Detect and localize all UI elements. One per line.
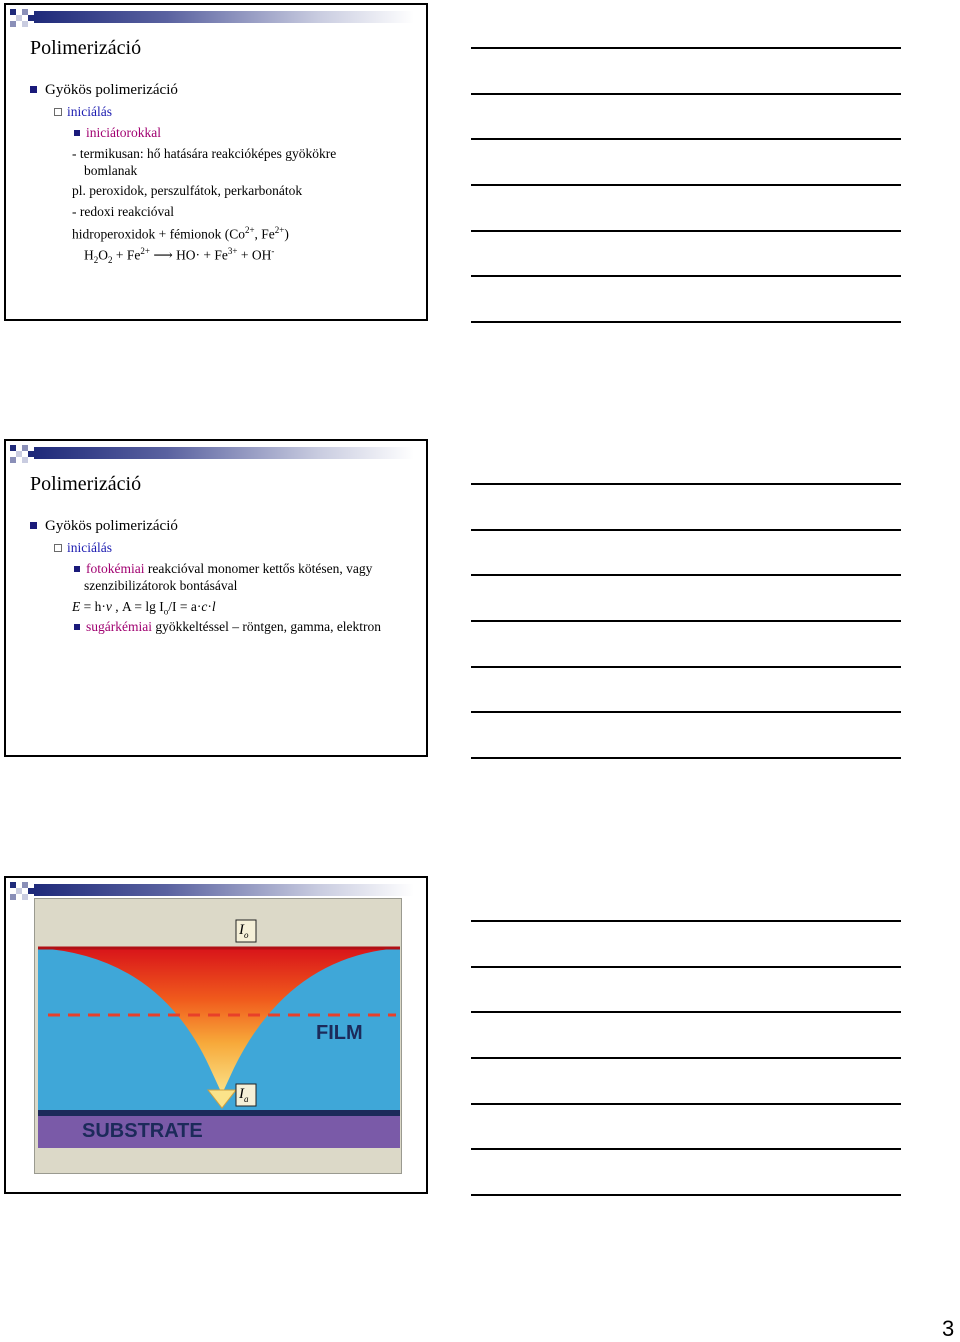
bullet-level-1: Gyökös polimerizáció <box>30 517 178 536</box>
io-label: $I_o$ <box>239 922 249 940</box>
film-label: FILM <box>316 1022 363 1044</box>
text-line: - termikusan: hő hatására reakcióképes gyökökre <box>72 146 337 161</box>
small-square-bullet-icon <box>74 130 80 136</box>
slide-1 <box>4 3 428 321</box>
text-line: szenzibilizátorok bontásával <box>84 578 238 593</box>
ia-label: $I_a$ <box>239 1086 249 1104</box>
slide-title: Polimerizáció <box>30 473 142 495</box>
text-line: pl. peroxidok, perszulfátok, perkarbonátok <box>72 183 303 198</box>
text-line: - redoxi reakcióval <box>72 204 174 219</box>
bullet-level-3: iniciátorokkal <box>74 125 161 142</box>
formula-line: E = h·ν , $A = \lg I_o/I = a\cdot c\cdot l$ <box>72 599 216 617</box>
page-number: 3 <box>942 1316 955 1341</box>
slide-decoration <box>6 441 426 463</box>
square-bullet-icon <box>30 86 37 93</box>
bullet-level-1: Gyökös polimerizáció <box>30 81 178 100</box>
square-bullet-icon <box>30 522 37 529</box>
slide-decoration <box>6 5 426 27</box>
slide-2 <box>4 439 428 757</box>
bullet-level-3: fotokémiai reakcióval monomer kettős kötésen, vagy <box>74 561 372 578</box>
substrate-label: SUBSTRATE <box>82 1120 203 1142</box>
slide-title: Polimerizáció <box>30 37 142 59</box>
small-square-bullet-icon <box>74 624 80 630</box>
slide-decoration <box>6 878 426 900</box>
film-absorption-diagram <box>34 898 402 1174</box>
bullet-level-3: sugárkémiai gyökkeltéssel – röntgen, gamma, elektron <box>74 619 381 636</box>
text-line: hidroperoxidok + fémionok ($Co^{2+}$, $Fe^{2+}$) <box>72 225 289 242</box>
bullet-level-2: iniciálás <box>54 540 112 557</box>
arrow-icon: ⟶ <box>149 247 177 263</box>
chemical-equation: $H_2O_2 + Fe^{2+}$ ⟶ $HO\cdot + Fe^{3+} + OH^-$ <box>84 246 275 266</box>
hollow-square-bullet-icon <box>54 108 62 116</box>
slide-3 <box>4 876 428 1194</box>
hollow-square-bullet-icon <box>54 544 62 552</box>
text-line: bomlanak <box>84 163 138 178</box>
bullet-level-2: iniciálás <box>54 104 112 121</box>
small-square-bullet-icon <box>74 566 80 572</box>
